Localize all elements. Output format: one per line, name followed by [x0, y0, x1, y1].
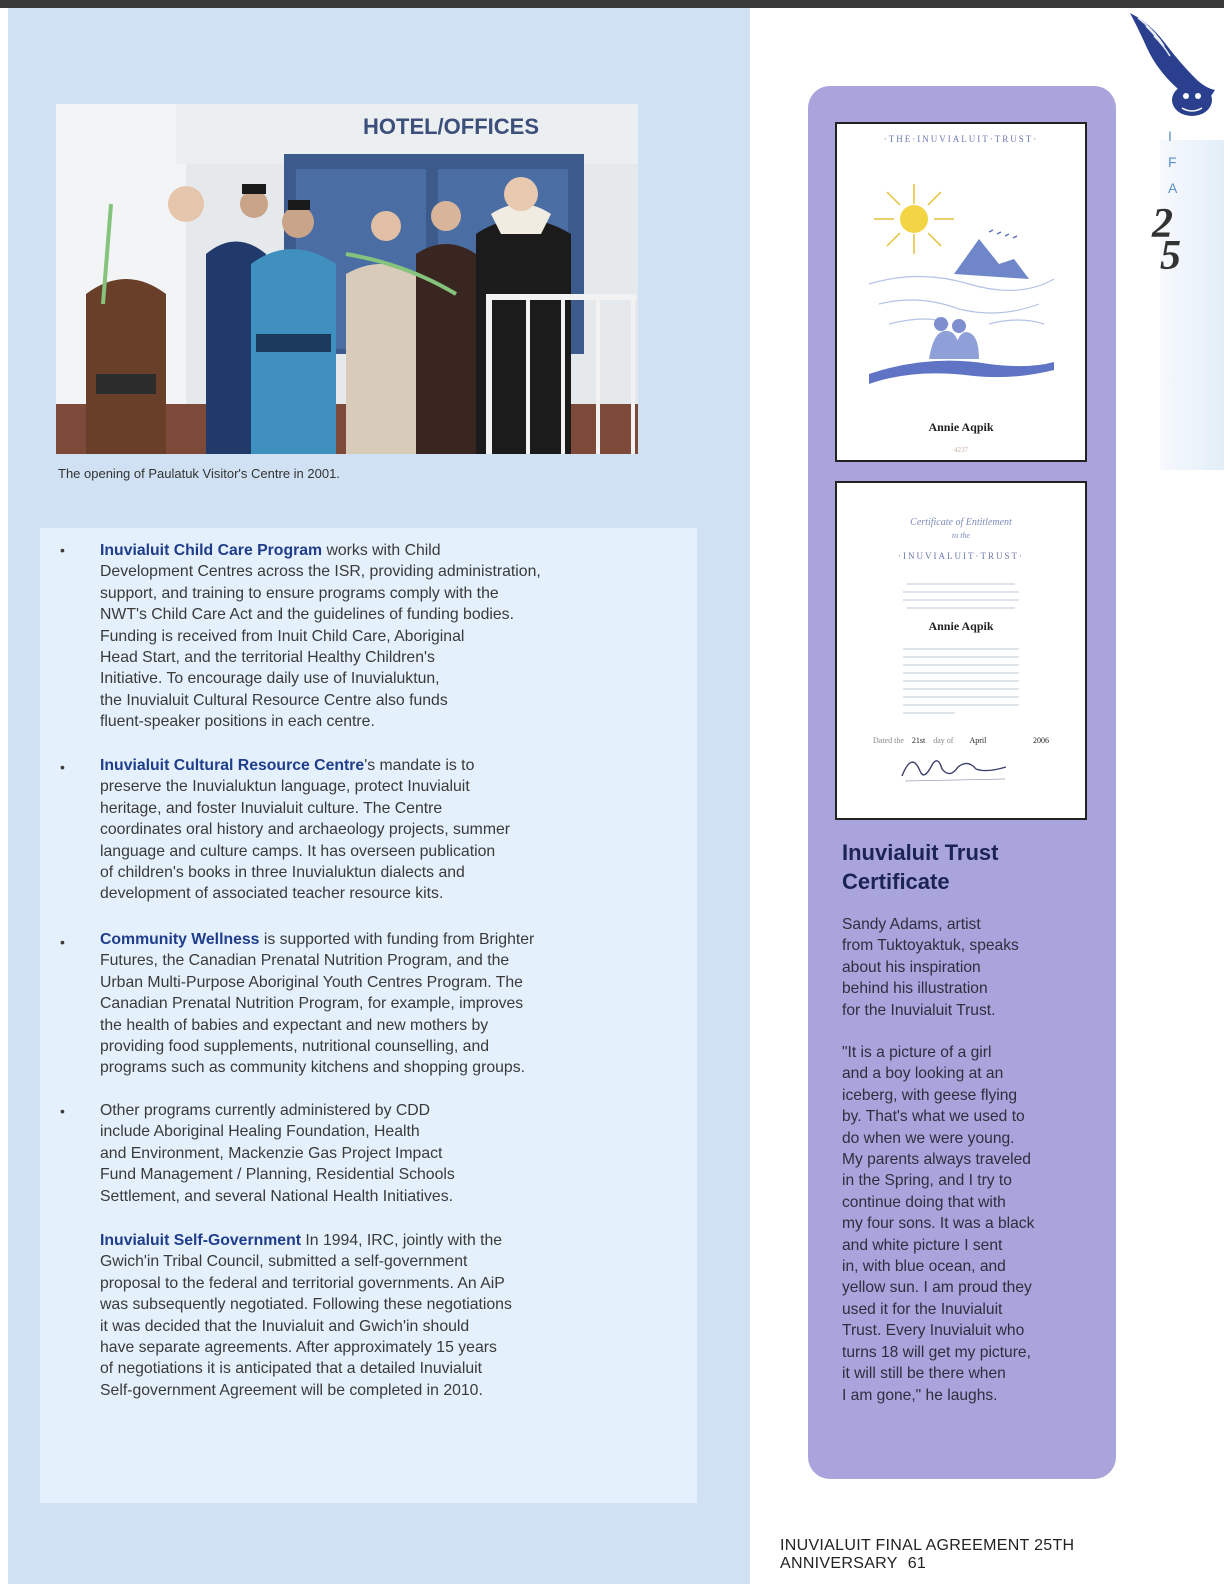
- fine-print: [903, 599, 1019, 601]
- intro-line: Sandy Adams, artist: [842, 916, 981, 933]
- certificate-header: ·THE·INUVIALUIT·TRUST·: [883, 134, 1039, 144]
- footer-title: INUVIALUIT FINAL AGREEMENT 25TH ANNIVERSARY: [780, 1537, 1075, 1572]
- program-line: fluent-speaker positions in each centre.: [100, 713, 375, 731]
- program-line: development of associated teacher resource kits.: [100, 885, 444, 903]
- certificate-number: 4237: [954, 446, 968, 454]
- quote-line: I am gone," he laughs.: [842, 1386, 998, 1404]
- program-line: Futures, the Canadian Prenatal Nutrition Program, and the: [100, 952, 510, 970]
- quote-line: in the Spring, and I try to: [842, 1172, 1012, 1190]
- certificate-script-title: Certificate of Entitlement: [910, 517, 1012, 528]
- program-community-wellness: [100, 929, 670, 1079]
- program-other: [100, 1100, 670, 1207]
- program-line: of children's books in three Inuvialuktun dialects and: [100, 864, 465, 882]
- fine-print: [903, 656, 1019, 658]
- program-line: coordinates oral history and archaeology projects, summer: [100, 821, 511, 839]
- program-line: of negotiations it is anticipated that a detailed Inuvialuit: [100, 1360, 483, 1378]
- quote-line: yellow sun. I am proud they: [842, 1279, 1032, 1297]
- program-line: the health of babies and expectant and new mothers by: [100, 1016, 489, 1034]
- certificate-date-row: [873, 736, 1049, 745]
- fine-print: [903, 664, 1019, 666]
- program-line: Development Centres across the ISR, providing administration,: [100, 563, 541, 581]
- fine-print: [907, 583, 1015, 585]
- program-line: providing food supplements, nutritional counselling, and: [100, 1038, 490, 1056]
- fine-print: [903, 672, 1019, 674]
- intro-line: for the Inuvialuit Trust.: [842, 1001, 996, 1019]
- program-line: proposal to the federal and territorial governments. An AiP: [100, 1274, 505, 1292]
- sidebar-title-line: Inuvialuit Trust: [842, 840, 999, 865]
- quote-line: continue doing that with: [842, 1193, 1006, 1211]
- bullet-2: •: [60, 759, 65, 775]
- sidebar-title: [842, 838, 1092, 896]
- quote-line: and a boy looking at an: [842, 1065, 1004, 1083]
- intro-line: about his inspiration: [842, 958, 981, 976]
- fine-print: [903, 648, 1019, 650]
- program-line: and Environment, Mackenzie Gas Project Impact: [100, 1144, 443, 1162]
- fine-print: [903, 591, 1019, 593]
- program-line: heritage, and foster Inuvialuit culture. The Centre: [100, 799, 443, 817]
- quote-line: in, with blue ocean, and: [842, 1258, 1006, 1276]
- page-number: 61: [907, 1555, 927, 1572]
- certificate-name: Annie Aqpik: [928, 420, 994, 434]
- program-line: Funding is received from Inuit Child Care, Aboriginal: [100, 627, 465, 645]
- bird-emblem-icon: [1120, 8, 1220, 128]
- intro-line: behind his illustration: [842, 980, 988, 998]
- program-cultural-centre: [100, 755, 670, 905]
- page-footer: [780, 1537, 1224, 1573]
- date-day: 21st: [911, 736, 926, 745]
- program-line: the Inuvialuit Cultural Resource Centre also funds: [100, 691, 448, 709]
- program-line: it was decided that the Inuvialuit and Gwich'in should: [100, 1317, 470, 1335]
- program-line: Head Start, and the territorial Healthy Children's: [100, 649, 435, 667]
- quote-line: and white picture I sent: [842, 1236, 1003, 1254]
- program-line: programs such as community kitchens and shopping groups.: [100, 1059, 525, 1077]
- program-line: preserve the Inuvialuktun language, protect Inuvialuit: [100, 778, 470, 796]
- sidebar-quote: [842, 1042, 1094, 1406]
- quote-line: My parents always traveled: [842, 1151, 1031, 1169]
- program-title: Community Wellness: [100, 931, 260, 948]
- sidebar-title-line: Certificate: [842, 869, 950, 894]
- program-self-government: [100, 1230, 670, 1401]
- program-line: support, and training to ensure programs comply with the: [100, 584, 499, 602]
- quote-line: turns 18 will get my picture,: [842, 1343, 1031, 1361]
- top-edge-strip: [0, 0, 1224, 8]
- program-title: Inuvialuit Self-Government: [100, 1232, 302, 1249]
- program-title: Inuvialuit Child Care Program: [100, 542, 323, 559]
- certificate-illustration: [859, 184, 1059, 394]
- bullet-4: •: [60, 1103, 65, 1119]
- bullet-1: •: [60, 542, 65, 558]
- signature: [897, 751, 1017, 791]
- anniversary-number-top: 2: [1152, 201, 1173, 247]
- quote-line: Trust. Every Inuvialuit who: [842, 1322, 1025, 1340]
- date-year: 2006: [1033, 736, 1049, 745]
- ribbon-cutting-photo: [56, 104, 638, 454]
- fine-print: [903, 680, 1019, 682]
- fine-print: [907, 607, 1015, 609]
- program-line: 's mandate is to: [364, 757, 475, 774]
- intro-line: from Tuktoyaktuk, speaks: [842, 937, 1019, 955]
- program-line: is supported with funding from Brighter: [259, 931, 535, 948]
- quote-line: used it for the Inuvialuit: [842, 1300, 1003, 1318]
- fine-print: [903, 704, 1019, 706]
- program-line: Self-government Agreement will be completed in 2010.: [100, 1381, 483, 1399]
- date-month: April: [969, 736, 987, 745]
- certificate-header: ·INUVIALUIT·TRUST·: [898, 551, 1024, 561]
- program-line: Urban Multi-Purpose Aboriginal Youth Centres Program. The: [100, 973, 523, 991]
- quote-line: do when we were young.: [842, 1129, 1015, 1147]
- program-child-care: [100, 540, 670, 733]
- quote-line: iceberg, with geese flying: [842, 1086, 1018, 1104]
- program-line: NWT's Child Care Act and the guidelines of funding bodies.: [100, 606, 514, 624]
- anniversary-number-bottom: 5: [1160, 233, 1181, 279]
- quote-line: it will still be there when: [842, 1365, 1006, 1383]
- program-line: language and culture camps. It has overseen publication: [100, 842, 496, 860]
- fine-print: [903, 712, 955, 714]
- quote-line: by. That's what we used to: [842, 1108, 1025, 1126]
- bullet-3: •: [60, 934, 65, 950]
- program-line: Other programs currently administered by CDD: [100, 1102, 431, 1119]
- certificate-name: Annie Aqpik: [928, 619, 994, 633]
- day-of-label: day of: [933, 736, 954, 745]
- certificate-script-subtitle: to the: [952, 531, 970, 540]
- ifa-letter: A: [1168, 180, 1178, 196]
- program-line: Gwich'in Tribal Council, submitted a self-government: [100, 1253, 468, 1271]
- program-line: Canadian Prenatal Nutrition Program, for example, improves: [100, 995, 524, 1013]
- quote-line: "It is a picture of a girl: [842, 1044, 992, 1061]
- ifa-letter: F: [1168, 154, 1177, 170]
- certificate-front: [835, 122, 1087, 462]
- fine-print: [903, 688, 1019, 690]
- quote-line: my four sons. It was a black: [842, 1215, 1035, 1233]
- program-line: Settlement, and several National Health Initiatives.: [100, 1187, 453, 1205]
- program-line: have separate agreements. After approximately 15 years: [100, 1339, 497, 1357]
- fine-print: [903, 696, 1019, 698]
- program-line: In 1994, IRC, jointly with the: [301, 1232, 503, 1249]
- sidebar-intro: [842, 914, 1094, 1021]
- program-line: include Aboriginal Healing Foundation, Health: [100, 1123, 420, 1141]
- program-line: Initiative. To encourage daily use of Inuvialuktun,: [100, 670, 440, 688]
- program-title: Inuvialuit Cultural Resource Centre: [100, 757, 365, 774]
- dated-label: Dated the: [873, 736, 904, 745]
- certificate-back: [835, 481, 1087, 820]
- program-line: Fund Management / Planning, Residential Schools: [100, 1166, 455, 1184]
- photo-caption: The opening of Paulatuk Visitor's Centre in 2001.: [58, 466, 340, 481]
- sign-text: HOTEL/OFFICES: [363, 114, 539, 139]
- program-line: was subsequently negotiated. Following these negotiations: [100, 1296, 512, 1314]
- ifa-letter: I: [1168, 128, 1172, 144]
- program-line: works with Child: [322, 542, 441, 559]
